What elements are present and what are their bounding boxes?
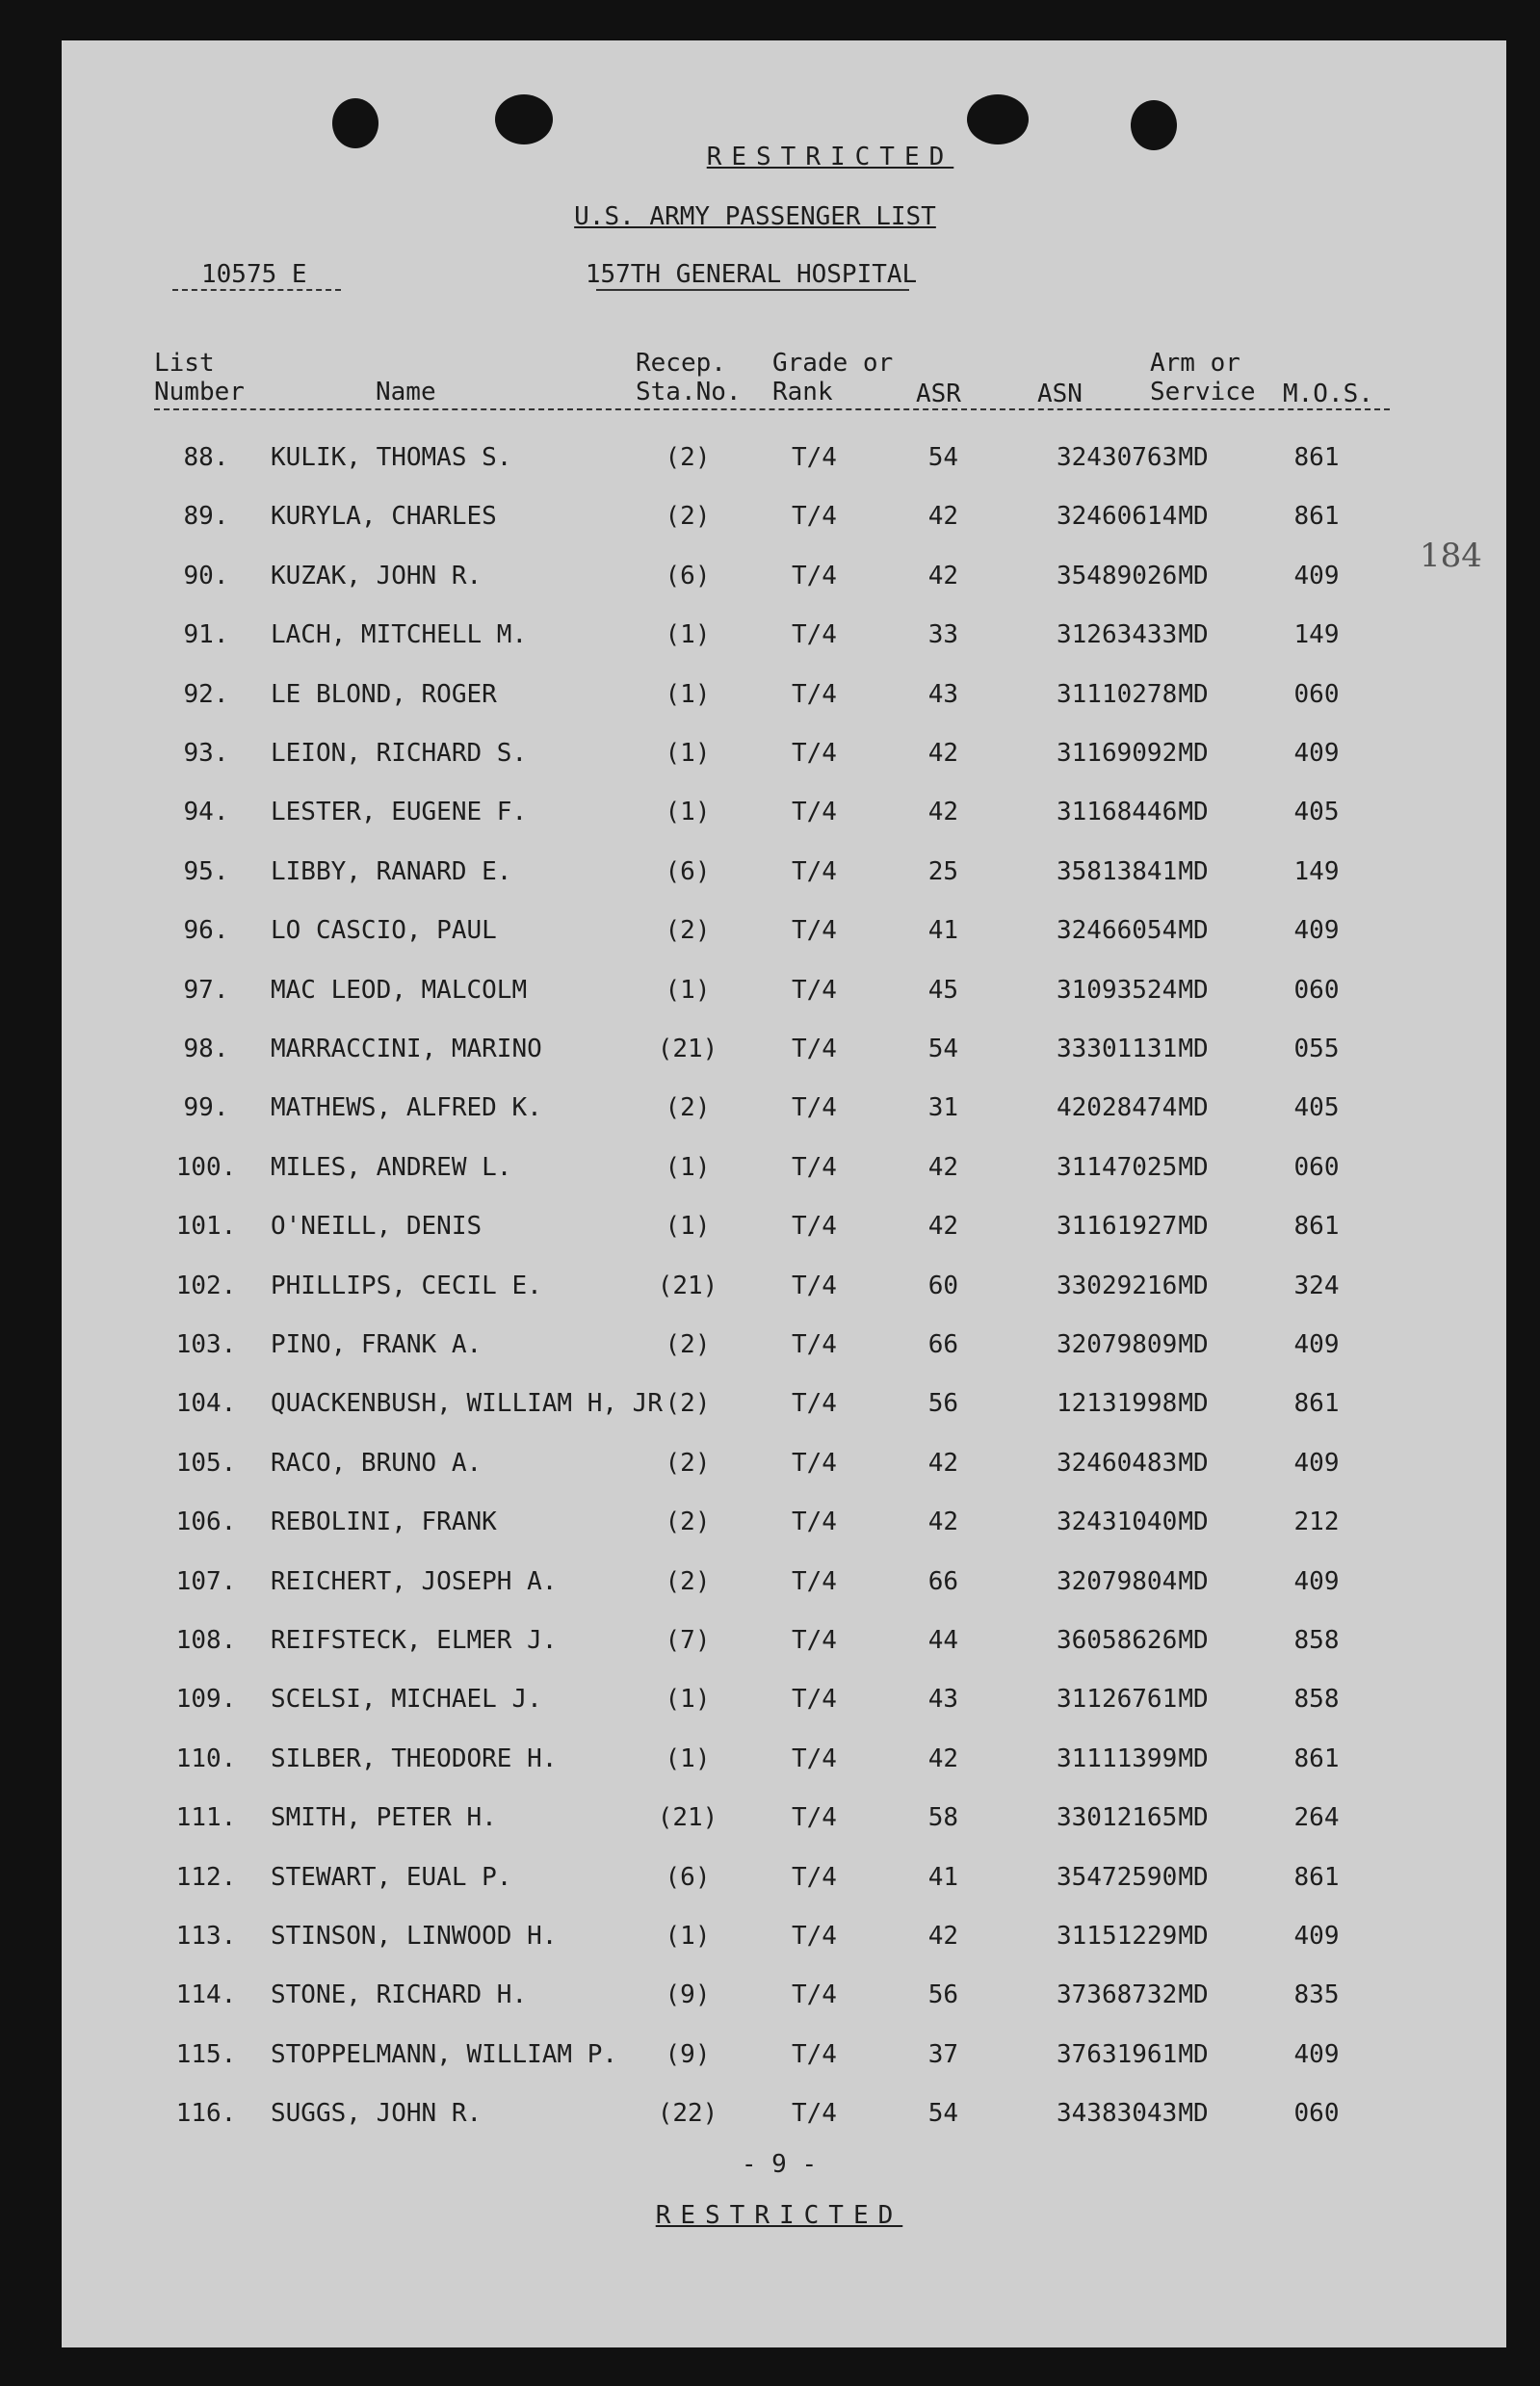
cell-mos: 858	[1293, 1626, 1340, 1655]
table-row	[62, 2099, 1506, 2137]
cell-asr: 66	[927, 1566, 958, 1596]
cell-asn: 31111399	[1057, 1744, 1178, 1773]
cell-grade: T/4	[792, 975, 837, 1005]
cell-name: KULIK, THOMAS S.	[271, 443, 512, 472]
cell-sta: (1)	[665, 1922, 711, 1951]
cell-arm: MD	[1178, 1744, 1209, 1773]
cell-asr: 54	[927, 443, 958, 472]
table-row	[62, 1922, 1506, 1960]
cell-grade: T/4	[792, 1212, 837, 1242]
table-row	[62, 680, 1506, 719]
cell-mos: 858	[1293, 1685, 1340, 1715]
cell-arm: MD	[1178, 1152, 1209, 1182]
cell-grade: T/4	[792, 739, 837, 768]
col-header-sta-no: Sta.No.	[636, 378, 742, 406]
cell-asn: 32466054	[1057, 916, 1178, 946]
cell-mos: 405	[1293, 798, 1340, 827]
cell-name: STEWART, EUAL P.	[271, 1862, 512, 1892]
col-header-grade: Grade or	[772, 349, 894, 378]
table-row	[62, 1508, 1506, 1546]
cell-no: 99.	[183, 1093, 229, 1123]
cell-grade: T/4	[792, 2039, 837, 2069]
cell-asn: 31093524	[1057, 975, 1178, 1005]
cell-grade: T/4	[792, 1922, 837, 1951]
col-header-service: Service	[1150, 378, 1256, 406]
table-row	[62, 1744, 1506, 1783]
cell-grade: T/4	[792, 856, 837, 886]
table-row	[62, 1389, 1506, 1428]
cell-sta: (2)	[665, 502, 711, 532]
restricted-footer: RESTRICTED	[655, 2201, 903, 2230]
cell-asn: 12131998	[1057, 1389, 1178, 1419]
cell-asr: 42	[927, 739, 958, 768]
cell-mos: 060	[1293, 1152, 1340, 1182]
cell-name: KUZAK, JOHN R.	[271, 561, 483, 590]
cell-mos: 409	[1293, 916, 1340, 946]
cell-no: 102.	[175, 1271, 237, 1300]
cell-arm: MD	[1178, 1626, 1209, 1655]
cell-arm: MD	[1178, 620, 1209, 650]
cell-mos: 835	[1293, 1980, 1340, 2010]
cell-no: 90.	[183, 561, 229, 590]
cell-name: KURYLA, CHARLES	[271, 502, 497, 532]
cell-arm: MD	[1178, 502, 1209, 532]
cell-name: STINSON, LINWOOD H.	[271, 1922, 558, 1951]
cell-arm: MD	[1178, 443, 1209, 472]
cell-name: REICHERT, JOSEPH A.	[271, 1566, 558, 1596]
cell-mos: 861	[1293, 1212, 1340, 1242]
cell-mos: 409	[1293, 1330, 1340, 1359]
cell-grade: T/4	[792, 1389, 837, 1419]
cell-asn: 36058626	[1057, 1626, 1178, 1655]
table-row	[62, 1803, 1506, 1842]
cell-asr: 42	[927, 798, 958, 827]
col-header-asr: ASR	[916, 380, 961, 408]
cell-asr: 31	[927, 1093, 958, 1123]
cell-arm: MD	[1178, 1093, 1209, 1123]
cell-arm: MD	[1178, 798, 1209, 827]
cell-grade: T/4	[792, 679, 837, 709]
cell-grade: T/4	[792, 1626, 837, 1655]
cell-asr: 33	[927, 620, 958, 650]
table-row	[62, 1153, 1506, 1192]
cell-no: 98.	[183, 1035, 229, 1063]
cell-asr: 42	[927, 1152, 958, 1182]
cell-no: 100.	[175, 1152, 237, 1182]
cell-asn: 33012165	[1057, 1803, 1178, 1833]
cell-sta: (1)	[665, 1685, 711, 1715]
cell-asr: 54	[927, 2099, 958, 2129]
cell-grade: T/4	[792, 1093, 837, 1123]
cell-name: SMITH, PETER H.	[271, 1803, 497, 1833]
cell-no: 93.	[183, 739, 229, 768]
cell-sta: (2)	[665, 916, 711, 946]
cell-sta: (1)	[665, 975, 711, 1005]
cell-arm: MD	[1178, 561, 1209, 590]
cell-mos: 861	[1293, 1744, 1340, 1773]
cell-arm: MD	[1178, 1448, 1209, 1478]
cell-mos: 060	[1293, 2099, 1340, 2129]
cell-asn: 31161927	[1057, 1212, 1178, 1242]
cell-sta: (2)	[665, 1093, 711, 1123]
cell-asn: 37631961	[1057, 2039, 1178, 2069]
cell-name: QUACKENBUSH, WILLIAM H, JR	[271, 1389, 663, 1419]
cell-asr: 42	[927, 502, 958, 532]
cell-asr: 66	[927, 1330, 958, 1359]
cell-sta: (7)	[665, 1626, 711, 1655]
cell-arm: MD	[1178, 1035, 1209, 1063]
cell-arm: MD	[1178, 1389, 1209, 1419]
cell-arm: MD	[1178, 1271, 1209, 1300]
cell-grade: T/4	[792, 1685, 837, 1715]
table-row	[62, 620, 1506, 659]
page-number: - 9 -	[741, 2150, 818, 2179]
cell-asn: 32079809	[1057, 1330, 1178, 1359]
cell-asn: 35472590	[1057, 1862, 1178, 1892]
cell-mos: 861	[1293, 1862, 1340, 1892]
cell-sta: (2)	[665, 1389, 711, 1419]
col-header-recep: Recep.	[636, 349, 726, 378]
cell-arm: MD	[1178, 1508, 1209, 1537]
cell-sta: (1)	[665, 679, 711, 709]
cell-asr: 43	[927, 1685, 958, 1715]
cell-arm: MD	[1178, 856, 1209, 886]
cell-arm: MD	[1178, 1922, 1209, 1951]
cell-grade: T/4	[792, 502, 837, 532]
cell-grade: T/4	[792, 620, 837, 650]
cell-asr: 43	[927, 679, 958, 709]
cell-asr: 42	[927, 1744, 958, 1773]
cell-no: 109.	[175, 1685, 237, 1715]
table-row	[62, 562, 1506, 600]
cell-name: LO CASCIO, PAUL	[271, 916, 497, 946]
cell-asr: 41	[927, 916, 958, 946]
cell-asn: 33029216	[1057, 1271, 1178, 1300]
table-row	[62, 1035, 1506, 1073]
cell-arm: MD	[1178, 1212, 1209, 1242]
cell-arm: MD	[1178, 1685, 1209, 1715]
cell-asr: 56	[927, 1980, 958, 2010]
cell-mos: 264	[1293, 1803, 1340, 1833]
cell-asr: 42	[927, 1508, 958, 1537]
cell-no: 107.	[175, 1566, 237, 1596]
cell-arm: MD	[1178, 975, 1209, 1005]
cell-name: REIFSTECK, ELMER J.	[271, 1626, 558, 1655]
cell-name: PINO, FRANK A.	[271, 1330, 483, 1359]
cell-no: 101.	[175, 1212, 237, 1242]
cell-asr: 42	[927, 561, 958, 590]
cell-grade: T/4	[792, 1271, 837, 1300]
file-number-rule	[172, 289, 341, 291]
cell-mos: 324	[1293, 1271, 1340, 1300]
cell-no: 104.	[175, 1389, 237, 1419]
cell-name: SILBER, THEODORE H.	[271, 1744, 558, 1773]
cell-grade: T/4	[792, 1744, 837, 1773]
cell-asn: 34383043	[1057, 2099, 1178, 2129]
cell-grade: T/4	[792, 1330, 837, 1359]
cell-asn: 37368732	[1057, 1980, 1178, 2010]
cell-sta: (21)	[657, 1035, 718, 1063]
table-row	[62, 916, 1506, 955]
cell-arm: MD	[1178, 1862, 1209, 1892]
cell-no: 111.	[175, 1803, 237, 1833]
cell-sta: (2)	[665, 1448, 711, 1478]
cell-mos: 149	[1293, 856, 1340, 886]
cell-no: 89.	[183, 502, 229, 532]
cell-no: 110.	[175, 1744, 237, 1773]
table-row	[62, 443, 1506, 482]
cell-name: STOPPELMANN, WILLIAM P.	[271, 2039, 618, 2069]
cell-arm: MD	[1178, 2099, 1209, 2129]
col-header-list: List	[154, 349, 215, 378]
cell-asn: 35813841	[1057, 856, 1178, 886]
cell-arm: MD	[1178, 1566, 1209, 1596]
cell-name: MILES, ANDREW L.	[271, 1152, 512, 1182]
cell-asn: 31169092	[1057, 739, 1178, 768]
cell-sta: (6)	[665, 561, 711, 590]
unit-name: 157TH GENERAL HOSPITAL	[585, 260, 918, 289]
cell-mos: 149	[1293, 620, 1340, 650]
cell-asr: 25	[927, 856, 958, 886]
cell-arm: MD	[1178, 739, 1209, 768]
cell-grade: T/4	[792, 443, 837, 472]
table-row	[62, 798, 1506, 836]
col-header-asn: ASN	[1037, 380, 1083, 408]
cell-asn: 31263433	[1057, 620, 1178, 650]
cell-no: 96.	[183, 916, 229, 946]
cell-asr: 58	[927, 1803, 958, 1833]
col-header-arm: Arm or	[1150, 349, 1240, 378]
cell-arm: MD	[1178, 1330, 1209, 1359]
table-row	[62, 1685, 1506, 1723]
cell-mos: 212	[1293, 1508, 1340, 1537]
cell-name: SCELSI, MICHAEL J.	[271, 1685, 542, 1715]
table-row	[62, 976, 1506, 1014]
document-page	[62, 40, 1506, 2347]
cell-asn: 31147025	[1057, 1152, 1178, 1182]
cell-sta: (6)	[665, 856, 711, 886]
cell-grade: T/4	[792, 1566, 837, 1596]
cell-no: 115.	[175, 2039, 237, 2069]
restricted-header: RESTRICTED	[706, 143, 954, 171]
cell-grade: T/4	[792, 561, 837, 590]
table-row	[62, 739, 1506, 777]
cell-asn: 31110278	[1057, 679, 1178, 709]
cell-mos: 861	[1293, 443, 1340, 472]
document-title: U.S. ARMY PASSENGER LIST	[574, 202, 936, 231]
cell-asr: 56	[927, 1389, 958, 1419]
table-row	[62, 1567, 1506, 1606]
cell-sta: (1)	[665, 1212, 711, 1242]
cell-no: 114.	[175, 1980, 237, 2010]
table-row	[62, 1626, 1506, 1665]
cell-asr: 42	[927, 1448, 958, 1478]
col-header-rank: Rank	[772, 378, 833, 406]
cell-sta: (1)	[665, 1152, 711, 1182]
cell-name: MARRACCINI, MARINO	[271, 1035, 542, 1063]
cell-mos: 055	[1293, 1035, 1340, 1063]
cell-sta: (21)	[657, 1803, 718, 1833]
cell-grade: T/4	[792, 1035, 837, 1063]
cell-sta: (2)	[665, 1508, 711, 1537]
cell-grade: T/4	[792, 1508, 837, 1537]
table-row	[62, 502, 1506, 540]
cell-sta: (21)	[657, 1271, 718, 1300]
cell-no: 106.	[175, 1508, 237, 1537]
cell-arm: MD	[1178, 2039, 1209, 2069]
cell-sta: (6)	[665, 1862, 711, 1892]
cell-asn: 33301131	[1057, 1035, 1178, 1063]
cell-grade: T/4	[792, 1803, 837, 1833]
cell-sta: (1)	[665, 1744, 711, 1773]
cell-mos: 060	[1293, 679, 1340, 709]
cell-arm: MD	[1178, 1803, 1209, 1833]
cell-no: 108.	[175, 1626, 237, 1655]
cell-sta: (1)	[665, 739, 711, 768]
punch-hole	[1131, 100, 1177, 150]
table-row	[62, 1093, 1506, 1132]
cell-no: 113.	[175, 1922, 237, 1951]
punch-hole	[332, 98, 378, 148]
cell-name: REBOLINI, FRANK	[271, 1508, 497, 1537]
cell-name: LIBBY, RANARD E.	[271, 856, 512, 886]
cell-mos: 060	[1293, 975, 1340, 1005]
cell-no: 105.	[175, 1448, 237, 1478]
cell-sta: (2)	[665, 443, 711, 472]
cell-asr: 42	[927, 1212, 958, 1242]
page-stamp-number: 184	[1420, 537, 1482, 575]
cell-name: MATHEWS, ALFRED K.	[271, 1093, 542, 1123]
cell-sta: (9)	[665, 2039, 711, 2069]
col-header-mos: M.O.S.	[1283, 380, 1373, 408]
cell-mos: 409	[1293, 2039, 1340, 2069]
cell-asn: 32430763	[1057, 443, 1178, 472]
table-row	[62, 1449, 1506, 1487]
cell-no: 116.	[175, 2099, 237, 2129]
cell-no: 112.	[175, 1862, 237, 1892]
cell-mos: 861	[1293, 502, 1340, 532]
cell-mos: 409	[1293, 561, 1340, 590]
cell-mos: 409	[1293, 1922, 1340, 1951]
cell-asr: 37	[927, 2039, 958, 2069]
cell-mos: 409	[1293, 1448, 1340, 1478]
table-row	[62, 1863, 1506, 1901]
table-row	[62, 1272, 1506, 1310]
cell-asn: 31126761	[1057, 1685, 1178, 1715]
cell-asr: 60	[927, 1271, 958, 1300]
cell-no: 92.	[183, 679, 229, 709]
cell-sta: (9)	[665, 1980, 711, 2010]
cell-asn: 32460483	[1057, 1448, 1178, 1478]
cell-asn: 42028474	[1057, 1093, 1178, 1123]
unit-rule	[596, 289, 909, 291]
cell-asr: 42	[927, 1922, 958, 1951]
col-header-name: Name	[376, 378, 436, 406]
cell-mos: 409	[1293, 739, 1340, 768]
cell-asn: 35489026	[1057, 561, 1178, 590]
cell-asn: 31168446	[1057, 798, 1178, 827]
cell-mos: 405	[1293, 1093, 1340, 1123]
cell-sta: (1)	[665, 798, 711, 827]
cell-asr: 54	[927, 1035, 958, 1063]
cell-grade: T/4	[792, 1448, 837, 1478]
cell-name: LEION, RICHARD S.	[271, 739, 528, 768]
cell-name: O'NEILL, DENIS	[271, 1212, 483, 1242]
cell-no: 95.	[183, 856, 229, 886]
cell-grade: T/4	[792, 2099, 837, 2129]
cell-grade: T/4	[792, 1152, 837, 1182]
cell-sta: (2)	[665, 1330, 711, 1359]
file-number: 10575 E	[201, 260, 307, 289]
punch-hole	[495, 94, 553, 144]
cell-mos: 861	[1293, 1389, 1340, 1419]
table-row	[62, 1980, 1506, 2019]
cell-name: LESTER, EUGENE F.	[271, 798, 528, 827]
cell-name: PHILLIPS, CECIL E.	[271, 1271, 542, 1300]
cell-name: LE BLOND, ROGER	[271, 679, 497, 709]
table-row	[62, 1330, 1506, 1369]
cell-asr: 44	[927, 1626, 958, 1655]
cell-arm: MD	[1178, 1980, 1209, 2010]
cell-grade: T/4	[792, 798, 837, 827]
table-row	[62, 1212, 1506, 1250]
cell-asn: 32079804	[1057, 1566, 1178, 1596]
table-row	[62, 857, 1506, 896]
cell-arm: MD	[1178, 679, 1209, 709]
cell-arm: MD	[1178, 916, 1209, 946]
cell-sta: (1)	[665, 620, 711, 650]
cell-name: SUGGS, JOHN R.	[271, 2099, 483, 2129]
cell-asn: 32460614	[1057, 502, 1178, 532]
cell-sta: (2)	[665, 1566, 711, 1596]
punch-hole	[967, 94, 1029, 144]
cell-asr: 41	[927, 1862, 958, 1892]
cell-grade: T/4	[792, 1862, 837, 1892]
cell-name: MAC LEOD, MALCOLM	[271, 975, 528, 1005]
cell-no: 103.	[175, 1330, 237, 1359]
cell-name: LACH, MITCHELL M.	[271, 620, 528, 650]
cell-mos: 409	[1293, 1566, 1340, 1596]
cell-grade: T/4	[792, 916, 837, 946]
cell-no: 97.	[183, 975, 229, 1005]
cell-name: STONE, RICHARD H.	[271, 1980, 528, 2010]
table-row	[62, 2040, 1506, 2079]
cell-asr: 45	[927, 975, 958, 1005]
cell-no: 91.	[183, 620, 229, 650]
cell-no: 94.	[183, 798, 229, 827]
cell-name: RACO, BRUNO A.	[271, 1448, 483, 1478]
cell-no: 88.	[183, 443, 229, 472]
cell-asn: 31151229	[1057, 1922, 1178, 1951]
cell-grade: T/4	[792, 1980, 837, 2010]
cell-asn: 32431040	[1057, 1508, 1178, 1537]
header-rule	[154, 408, 1390, 410]
cell-sta: (22)	[657, 2099, 718, 2129]
col-header-number: Number	[154, 378, 245, 406]
